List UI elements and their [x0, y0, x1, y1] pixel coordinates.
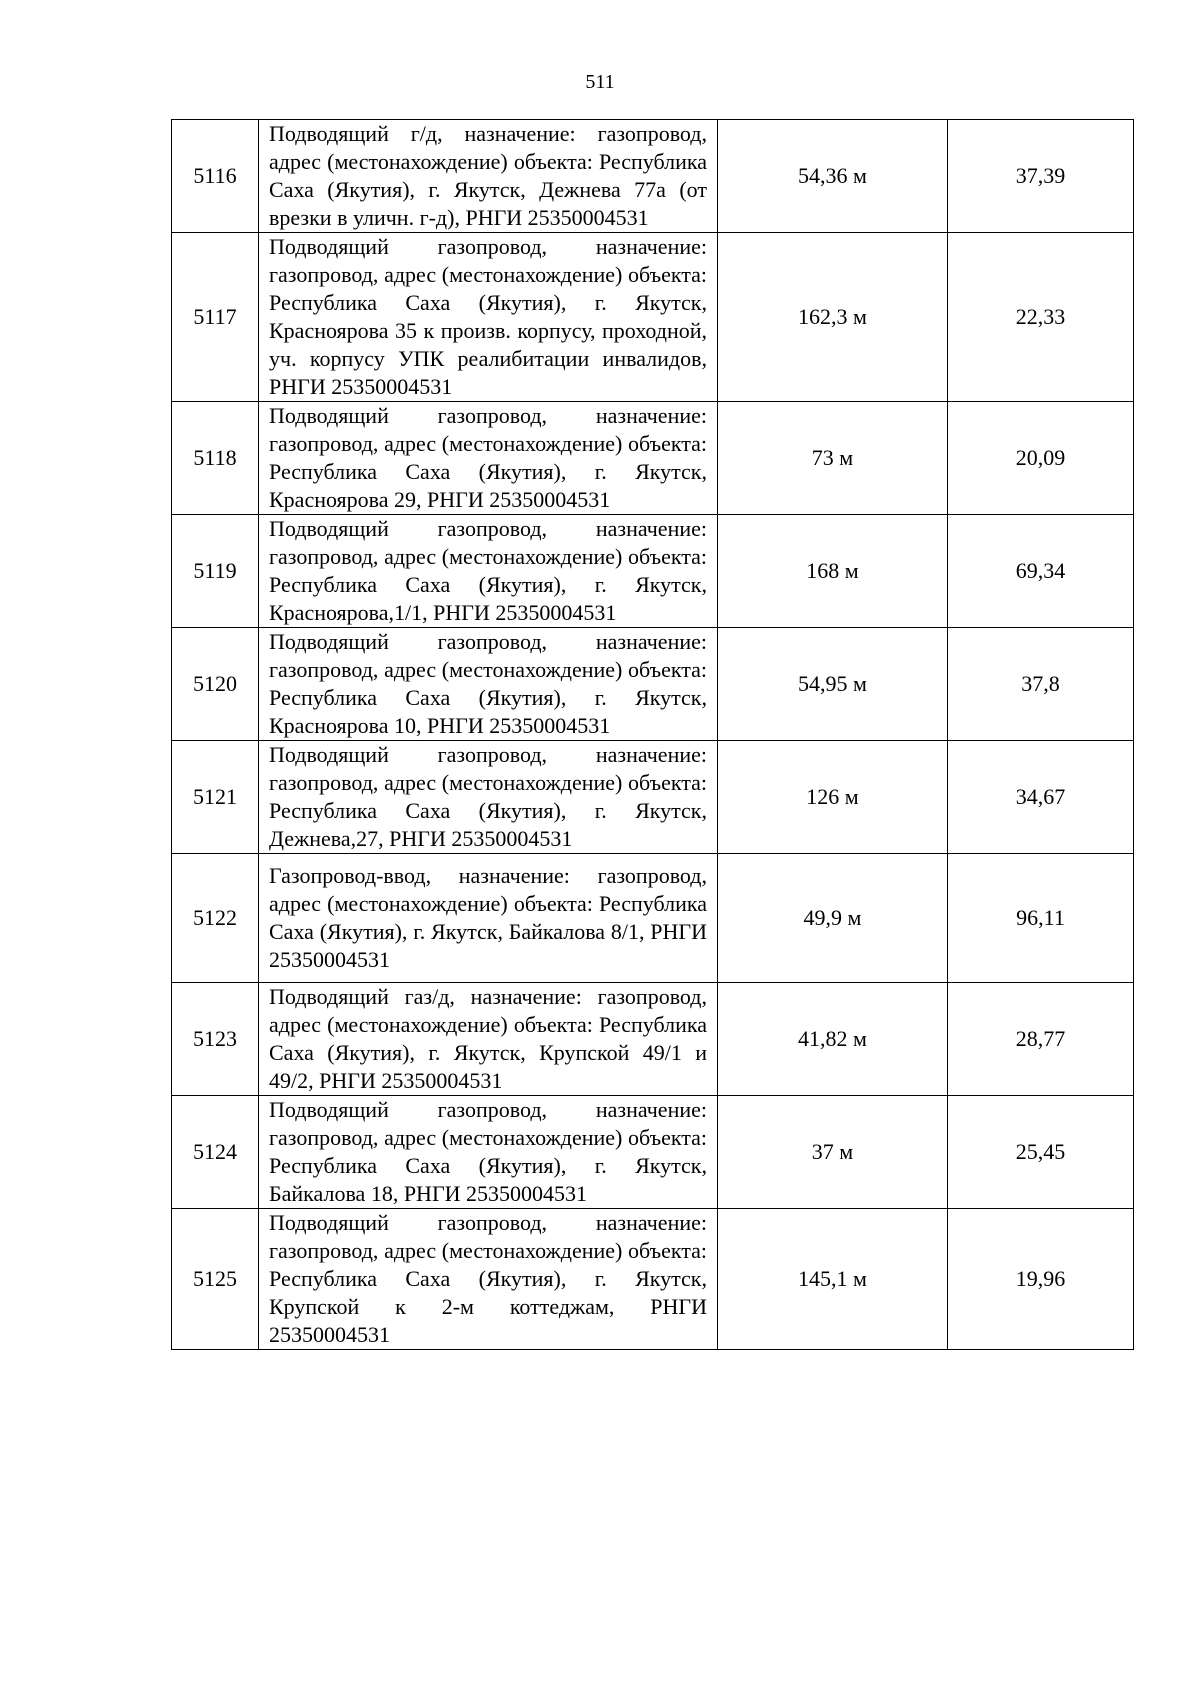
object-description: Подводящий газопровод, назначение: газопровод, адрес (местонахождение) объекта: Республика Саха (Якутия), г. Якутск, Крупской к 2-м коттеджам, РНГИ 25350004531	[259, 1209, 718, 1350]
object-length: 126 м	[718, 741, 948, 854]
row-number: 5117	[172, 233, 259, 402]
object-description: Подводящий газопровод, назначение: газопровод, адрес (местонахождение) объекта: Республика Саха (Якутия), г. Якутск, Дежнева,27, РНГИ 25350004531	[259, 741, 718, 854]
object-length: 37 м	[718, 1096, 948, 1209]
row-number: 5125	[172, 1209, 259, 1350]
table-row	[172, 628, 1134, 741]
object-description: Газопровод-ввод, назначение: газопровод, адрес (местонахождение) объекта: Республика Саха (Якутия), г. Якутск, Байкалова 8/1, РНГИ 25350004531	[259, 854, 718, 983]
object-length: 54,95 м	[718, 628, 948, 741]
object-description: Подводящий газопровод, назначение: газопровод, адрес (местонахождение) объекта: Республика Саха (Якутия), г. Якутск, Красноярова 35 к произв. корпусу, проходной, уч. корпусу УПК реалибитации инвалидов, РНГИ 25350004531	[259, 233, 718, 402]
row-number: 5118	[172, 402, 259, 515]
object-value: 22,33	[948, 233, 1134, 402]
table-row	[172, 402, 1134, 515]
object-length: 145,1 м	[718, 1209, 948, 1350]
row-number: 5120	[172, 628, 259, 741]
row-number: 5119	[172, 515, 259, 628]
object-length: 73 м	[718, 402, 948, 515]
table-row	[172, 983, 1134, 1096]
table-row	[172, 1209, 1134, 1350]
object-length: 54,36 м	[718, 120, 948, 233]
table-row	[172, 741, 1134, 854]
object-value: 37,39	[948, 120, 1134, 233]
row-number: 5116	[172, 120, 259, 233]
object-value: 37,8	[948, 628, 1134, 741]
object-description: Подводящий газ/д, назначение: газопровод, адрес (местонахождение) объекта: Республика Саха (Якутия), г. Якутск, Крупской 49/1 и 49/2, РНГИ 25350004531	[259, 983, 718, 1096]
row-number: 5124	[172, 1096, 259, 1209]
page-number: 511	[585, 71, 615, 93]
object-length: 162,3 м	[718, 233, 948, 402]
object-value: 20,09	[948, 402, 1134, 515]
object-description: Подводящий газопровод, назначение: газопровод, адрес (местонахождение) объекта: Республика Саха (Якутия), г. Якутск, Красноярова,1/1, РНГИ 25350004531	[259, 515, 718, 628]
table-row	[172, 233, 1134, 402]
object-length: 168 м	[718, 515, 948, 628]
object-value: 25,45	[948, 1096, 1134, 1209]
table-row	[172, 1096, 1134, 1209]
object-length: 49,9 м	[718, 854, 948, 983]
object-description: Подводящий газопровод, назначение: газопровод, адрес (местонахождение) объекта: Республика Саха (Якутия), г. Якутск, Красноярова 10, РНГИ 25350004531	[259, 628, 718, 741]
object-description: Подводящий газопровод, назначение: газопровод, адрес (местонахождение) объекта: Республика Саха (Якутия), г. Якутск, Байкалова 18, РНГИ 25350004531	[259, 1096, 718, 1209]
object-value: 28,77	[948, 983, 1134, 1096]
object-value: 19,96	[948, 1209, 1134, 1350]
row-number: 5123	[172, 983, 259, 1096]
object-length: 41,82 м	[718, 983, 948, 1096]
object-value: 69,34	[948, 515, 1134, 628]
object-value: 34,67	[948, 741, 1134, 854]
row-number: 5122	[172, 854, 259, 983]
row-number: 5121	[172, 741, 259, 854]
table-row	[172, 515, 1134, 628]
object-description: Подводящий газопровод, назначение: газопровод, адрес (местонахождение) объекта: Республика Саха (Якутия), г. Якутск, Красноярова 29, РНГИ 25350004531	[259, 402, 718, 515]
table-row	[172, 854, 1134, 983]
gas-pipeline-registry-table	[171, 119, 1134, 1350]
object-value: 96,11	[948, 854, 1134, 983]
table-row	[172, 120, 1134, 233]
object-description: Подводящий г/д, назначение: газопровод, адрес (местонахождение) объекта: Республика Саха (Якутия), г. Якутск, Дежнева 77а (от врезки в уличн. г-д), РНГИ 25350004531	[259, 120, 718, 233]
